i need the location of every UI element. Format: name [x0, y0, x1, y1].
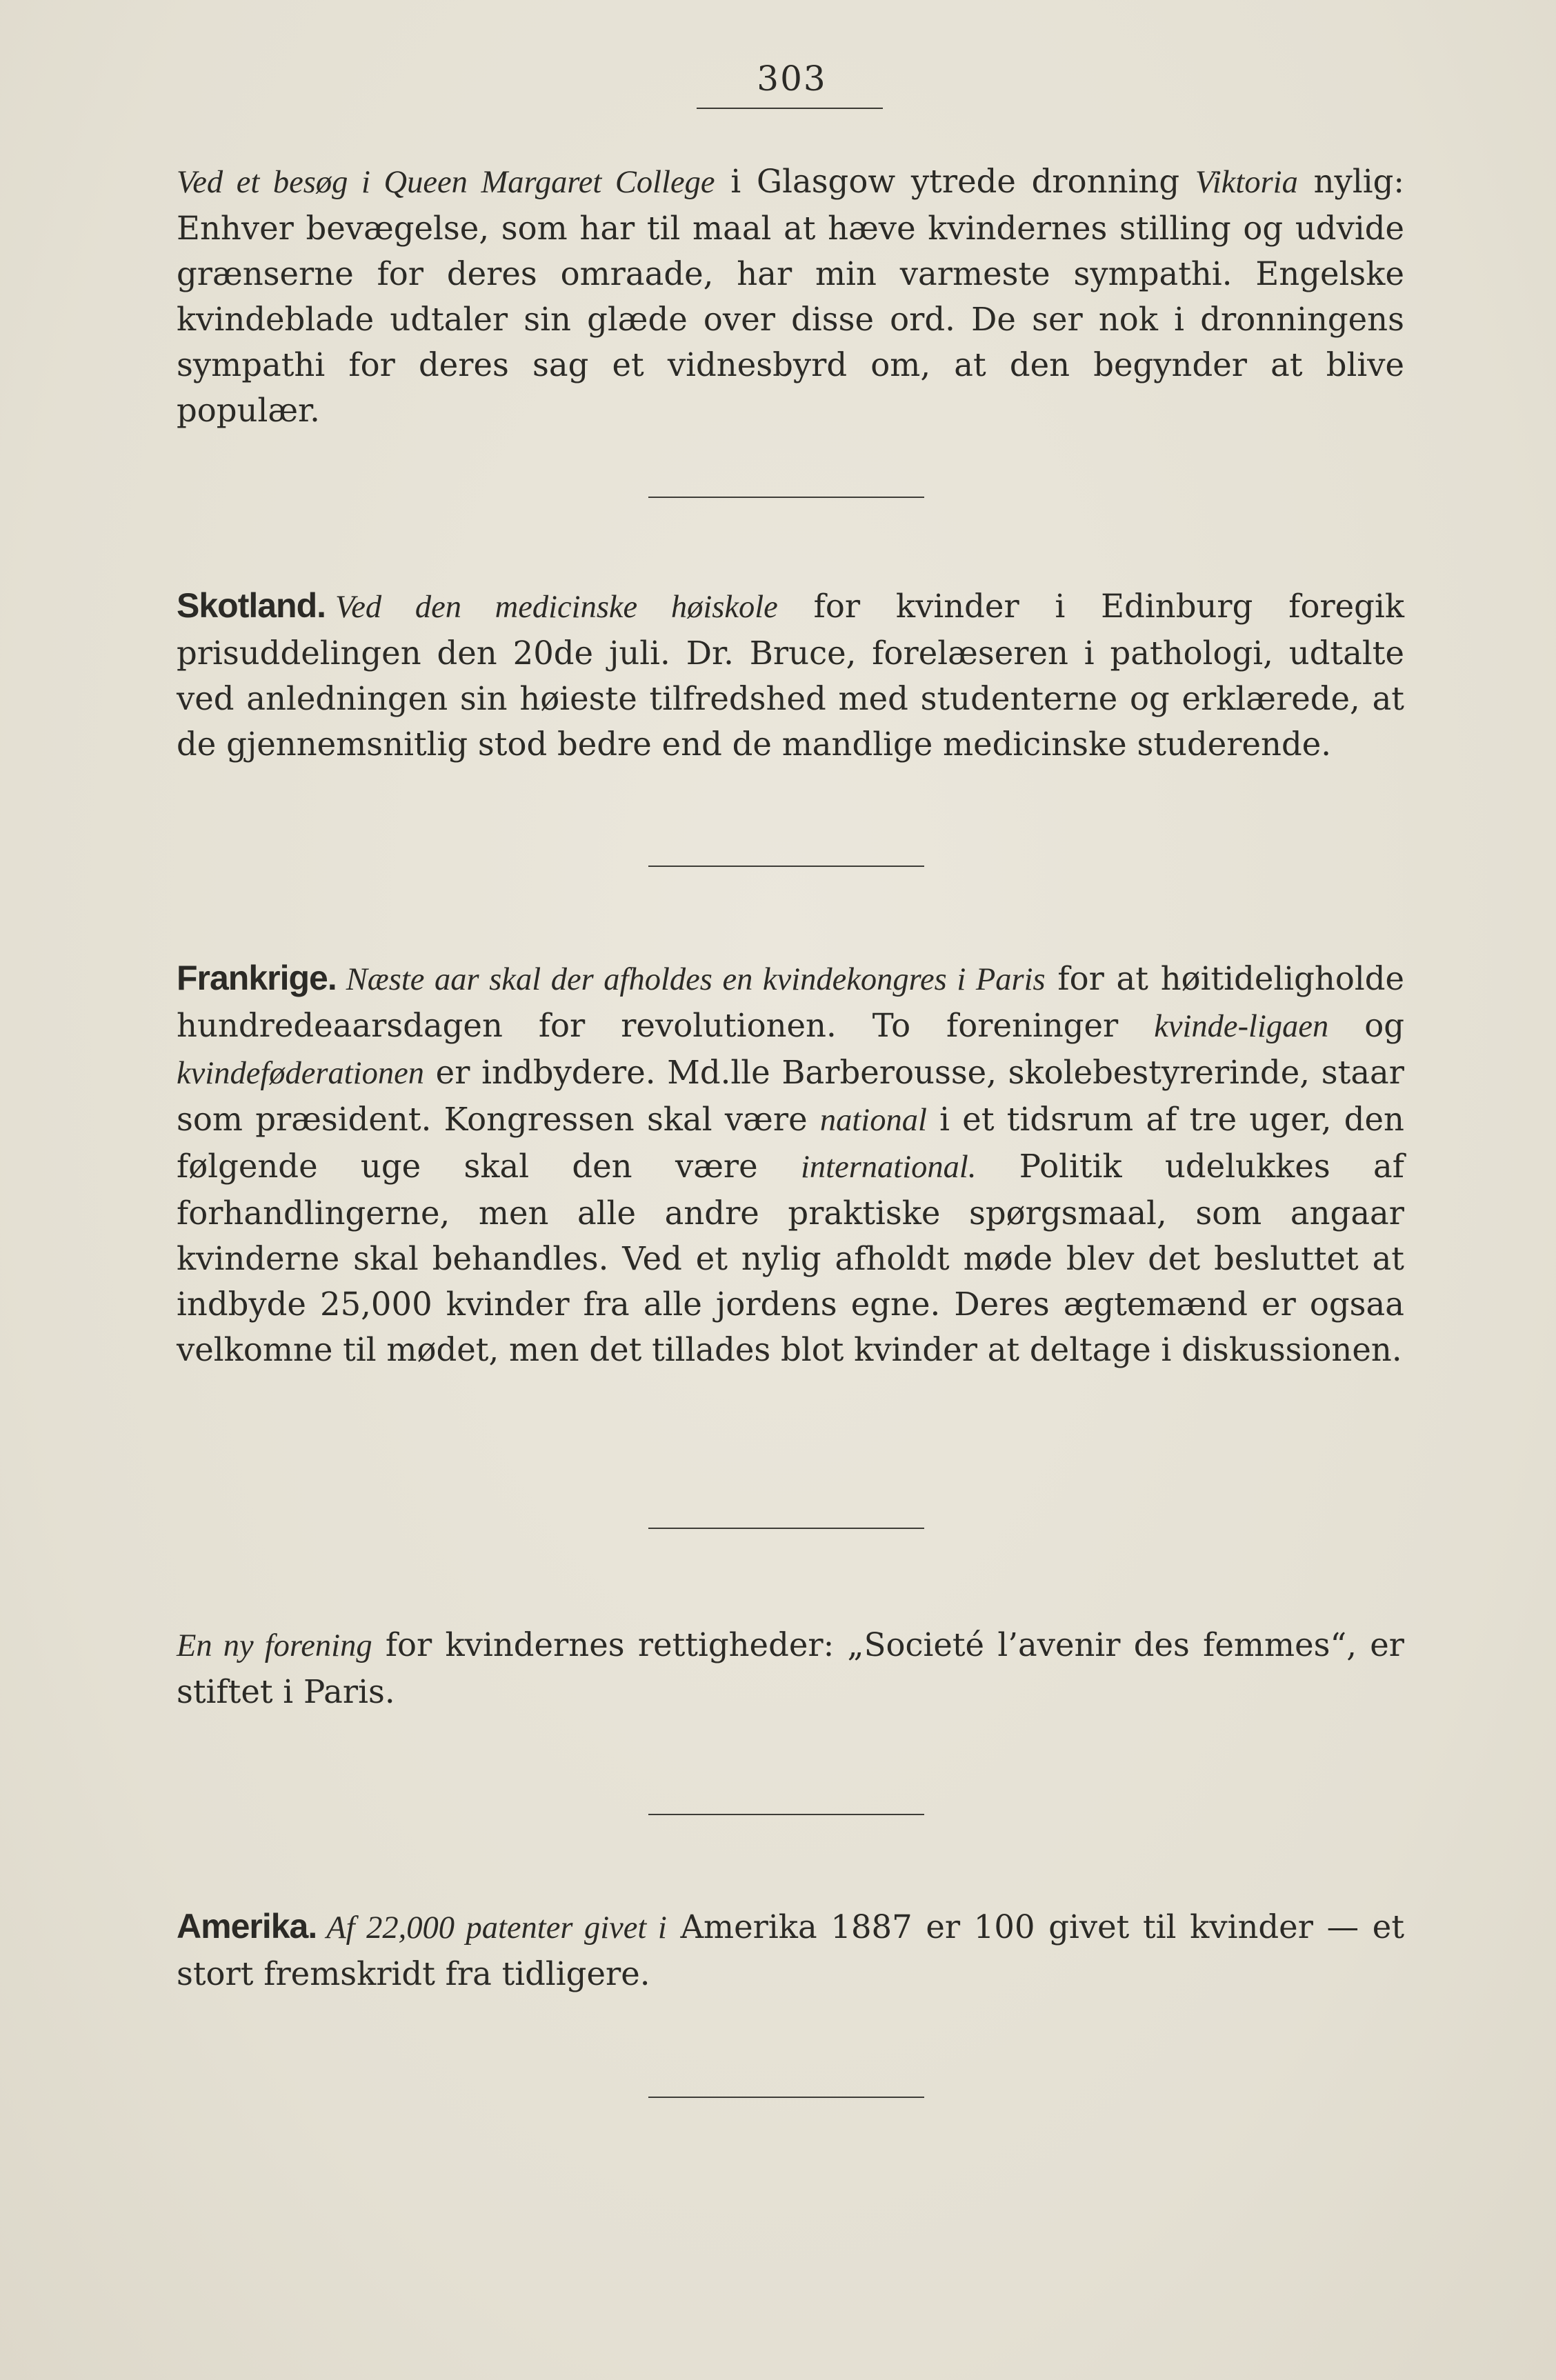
- paragraph-amerika: [177, 1903, 1404, 1997]
- paragraph-skotland: [177, 583, 1404, 767]
- paragraph-text: Amerika 1887 er 100 givet til kvinder — et stort fremskridt fra tidligere.: [177, 1908, 1404, 1992]
- italic-org: kvinde-ligaen: [1154, 1009, 1329, 1044]
- page-number: 303: [757, 59, 827, 99]
- section-heading: Frankrige.: [177, 959, 337, 997]
- paragraph-text: er indbydere. Md.lle Barberousse, skolebestyrerinde, staar som præsident. Kongressen skal være: [177, 1054, 1404, 1138]
- section-separator: [648, 1814, 924, 1815]
- italic-word: national: [819, 1103, 927, 1138]
- paragraph-text: for at høitideligholde hundredeaarsdagen for revolutionen. To foreninger: [177, 960, 1404, 1044]
- section-separator: [648, 2097, 924, 2098]
- paragraph-forening: [177, 1622, 1404, 1714]
- section-heading: Skotland.: [177, 586, 326, 625]
- paragraph-text: nylig: Enhver bevægelse, som har til maal at hæve kvindernes stilling og udvide grænserne for deres omraade, har min varmeste sympathi. Engelske kvindeblade udtaler sin glæde over disse ord. De ser nok i dronningens sympathi for deres sag et vidnesbyrd om, at den begynder at blive populær.: [177, 163, 1405, 429]
- section-separator: [648, 866, 924, 867]
- section-separator: [648, 497, 924, 498]
- italic-lead: En ny forening: [177, 1628, 372, 1663]
- italic-name: Viktoria: [1195, 165, 1298, 200]
- italic-lead: Næste aar skal der afholdes en kvindekongres i Paris: [346, 962, 1046, 997]
- paragraph-text: for kvindernes rettigheder: „Societé l’avenir des femmes“, er stiftet i Paris.: [177, 1626, 1405, 1710]
- section-heading: Amerika.: [177, 1907, 317, 1946]
- header-rule: [697, 108, 883, 109]
- section-separator: [648, 1528, 924, 1529]
- paragraph-text: og: [1328, 1007, 1404, 1044]
- paragraph-text: Politik udelukkes af forhandlingerne, men alle andre praktiske spørgsmaal, som angaar kvinderne skal behandles. Ved et nylig afholdt møde blev det besluttet at indbyde 25,000 kvinder fra alle jordens egne. Deres ægtemænd er ogsaa velkomne til mødet, men det tillades blot kvinder at deltage i diskussionen.: [177, 1148, 1404, 1368]
- paragraph-text: i et tidsrum af tre uger, den følgende uge skal den være: [177, 1101, 1404, 1185]
- italic-lead: Af 22,000 patenter givet i: [326, 1910, 667, 1946]
- paragraph-text: i Glasgow ytrede dronning: [715, 163, 1195, 200]
- italic-word: international.: [800, 1150, 977, 1185]
- paragraph-text: for kvinder i Edinburg foregik prisuddelingen den 20de juli. Dr. Bruce, forelæseren i pathologi, udtalte ved anledningen sin høieste tilfredshed med studenterne og erklærede, at de gjennemsnitlig stod bedre end de mandlige medicinske studerende.: [177, 588, 1405, 763]
- paragraph-glasgow: [177, 159, 1404, 433]
- italic-org: kvindeføderationen: [177, 1056, 424, 1091]
- paragraph-frankrige: [177, 955, 1404, 1372]
- italic-lead: Ved et besøg i Queen Margaret College: [177, 165, 715, 200]
- italic-lead: Ved den medicinske høiskole: [335, 590, 778, 625]
